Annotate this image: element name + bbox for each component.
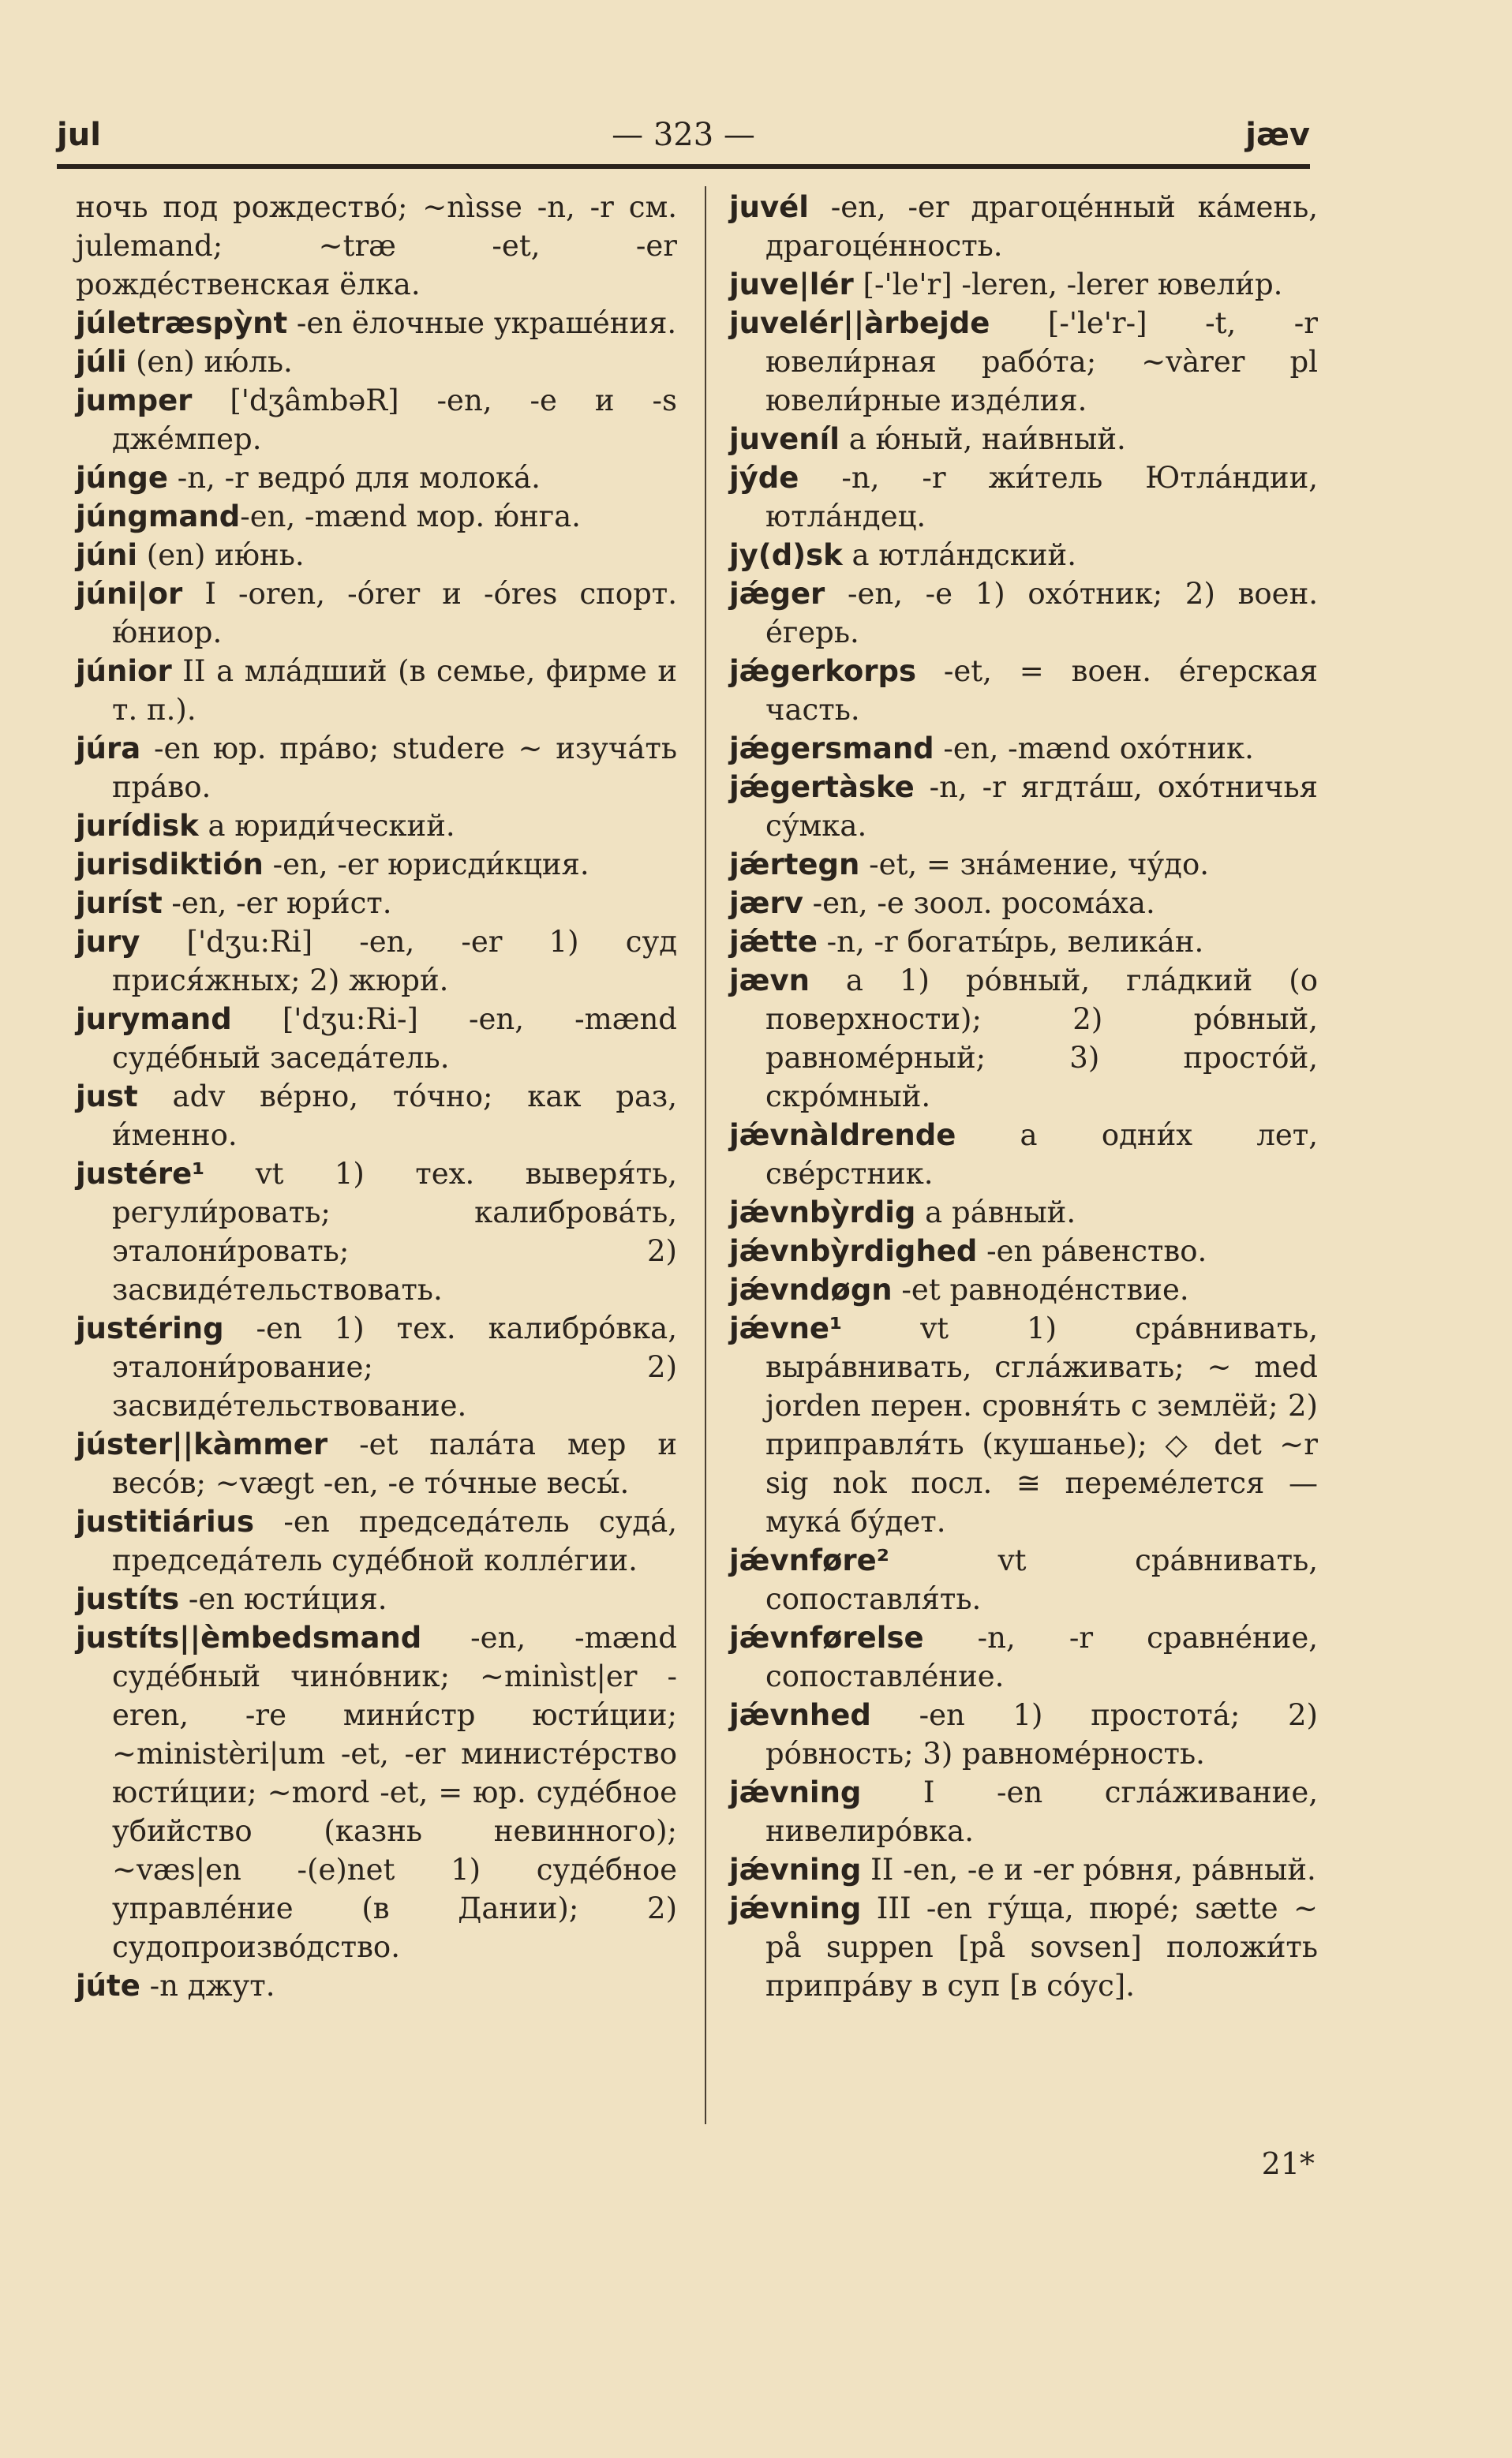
entry-definition: -en, -e зоол. росома́ха. [803,886,1155,920]
entry-definition: ночь под рождество́; ~nìsse -n, -r см. julemand; ~træ -et, -er рожде́ственская ёлка. [76,190,677,301]
entry-headword: jýde [729,461,799,495]
entry-definition: -et пала́та мер и весо́в; ~vægt -en, -e то́чные весы́. [112,1427,677,1500]
dictionary-entry [729,1541,1318,1618]
entry-headword: justíts [76,1582,180,1616]
entry-headword: jǽgersmand [729,731,934,765]
dictionary-entry [729,768,1318,845]
dictionary-entry [729,1618,1318,1696]
entry-definition: -et, = воен. е́герская часть. [765,654,1318,727]
dictionary-entry [76,1000,677,1077]
dictionary-entry [76,1154,677,1309]
entry-definition: [-'le'r] -leren, -lerer ювели́р. [853,267,1283,301]
entry-definition: I -oren, -órer и -óres спорт. ю́ниор. [112,577,677,649]
entry-definition: a ютла́ндский. [842,538,1076,572]
dictionary-entry [76,574,677,652]
entry-definition: -en ра́венство. [977,1234,1207,1268]
entry-definition: vt 1) тех. выверя́ть, регули́ровать; калиброва́ть, эталони́ровать; 2) засвиде́тельствовать. [112,1157,677,1307]
entry-headword: juvelér||àrbejde [729,306,990,340]
entry-definition: II -en, -e и -er ро́вня, ра́вный. [861,1853,1316,1887]
entry-definition: -en, -er драгоце́нный ка́мень, драгоце́нность. [765,190,1318,263]
entry-headword: jǽvning [729,1775,862,1809]
entry-definition: II a мла́дший (в семье, фирме и т. п.). [112,654,677,727]
dictionary-entry [76,1077,677,1154]
entry-headword: jǽgerkorps [729,654,917,688]
entry-headword: jǽvning [729,1853,862,1887]
entry-definition: -en ёлочные украше́ния. [287,306,677,340]
entry-definition: -n джут. [140,1969,275,2003]
dictionary-entry [76,884,677,922]
dictionary-entry [729,1773,1318,1850]
entry-headword: jurymand [76,1002,232,1036]
dictionary-entry [729,1270,1318,1309]
entry-definition: -en 1) тех. калибро́вка, эталони́рование; 2) засвиде́тельствование. [112,1311,677,1423]
dictionary-entry [76,1966,677,2005]
dictionary-entry [729,458,1318,536]
dictionary-entry [729,188,1318,265]
dictionary-entry [76,188,677,304]
entry-definition: adv ве́рно, то́чно; как раз, и́менно. [112,1079,677,1152]
dictionary-entry [76,536,677,574]
entry-definition: -n, -r ягдта́ш, охо́тничья су́мка. [765,770,1318,843]
dictionary-entry [76,304,677,342]
dictionary-entry [76,458,677,497]
entry-headword: justitiárius [76,1505,255,1539]
dictionary-entry [729,922,1318,961]
left-column [76,188,677,2005]
entry-definition: a 1) ро́вный, гла́дкий (о поверхности); 2) ро́вный, равноме́рный; 3) просто́й, скро́мный. [765,963,1318,1113]
dictionary-entry [76,729,677,806]
entry-definition: -n, -r сравне́ние, сопоставле́ние. [765,1621,1318,1693]
entry-headword: jǽvne¹ [729,1311,843,1345]
dictionary-entry [729,1889,1318,2005]
entry-headword: juvél [729,190,809,224]
signature-mark: 21* [1261,2146,1315,2181]
dictionary-entry [76,845,677,884]
entry-definition: -en, -er юрисди́кция. [263,847,589,881]
entry-definition: -en юр. пра́во; studere ~ изуча́ть пра́во. [112,731,677,804]
dictionary-entry [76,342,677,381]
page-number: — 323 — [612,117,755,153]
entry-definition: (en) ию́нь. [137,538,305,572]
entry-definition: a ра́вный. [915,1195,1076,1229]
dictionary-entry [729,304,1318,420]
dictionary-entry [729,536,1318,574]
entry-headword: jǽvning [729,1891,862,1925]
entry-definition: a одни́х лет, све́рстник. [765,1118,1318,1191]
entry-definition: vt 1) сра́внивать, выра́внивать, сгла́живать; ~ med jorden перен. сровня́ть с землёй; 2) приправля́ть (кушанье); ◇ det ~r sig nok посл. ≅ переме́лется — мука́ бу́дет. [765,1311,1318,1539]
entry-definition: -et равноде́нствие. [892,1273,1189,1307]
dictionary-entry [76,1580,677,1618]
entry-definition: (en) ию́ль. [126,345,293,379]
dictionary-entry [729,1193,1318,1232]
entry-headword: jurisdiktión [76,847,264,881]
entry-headword: jǽvnbỳrdighed [729,1234,978,1268]
entry-headword: júletræspỳnt [76,306,288,340]
entry-headword: júra [76,731,141,765]
dictionary-entry [76,922,677,1000]
entry-headword: juríst [76,886,163,920]
entry-definition: -et, = зна́мение, чу́до. [859,847,1209,881]
left-guide-word: jul [57,117,101,153]
entry-headword: jǽvnàldrende [729,1118,956,1152]
dictionary-entry [729,1309,1318,1541]
entry-headword: júnior [76,654,172,688]
entry-headword: justíts||èmbedsmand [76,1621,422,1655]
entry-headword: jǽvnføre² [729,1543,889,1577]
dictionary-entry [76,1309,677,1425]
dictionary-entry [729,1850,1318,1889]
entry-definition: -en, -mænd суде́бный чино́вник; ~minìst|er -eren, -re мини́стр юсти́ции; ~ministèri|um -et, -er министе́рство юсти́ции; ~mord -et, = юр. суде́бное убийство (казнь невинного); ~væs|en -(e)net 1) суде́бное управле́ние (в Дании); 2) судопроизво́дство. [112,1621,677,1964]
right-guide-word: jæv [1245,117,1310,153]
column-divider [705,186,706,2124]
dictionary-entry [76,806,677,845]
entry-definition: III -en гу́ща, пюре́; sætte ~ på suppen [på sovsen] положи́ть припра́ву в суп [в со́ус]. [765,1891,1318,2003]
entry-definition: ['dʒâmbəR] -en, -e и -s дже́мпер. [112,383,677,456]
entry-headword: júni|or [76,577,183,611]
entry-headword: jurídisk [76,809,199,843]
entry-definition: a ю́ный, наи́вный. [839,422,1126,456]
entry-headword: jǽrtegn [729,847,860,881]
entry-headword: jury [76,925,140,959]
entry-headword: juve|lér [729,267,854,301]
dictionary-entry [729,420,1318,458]
entry-headword: just [76,1079,138,1113]
entry-headword: jǽvndøgn [729,1273,893,1307]
dictionary-entry [729,1696,1318,1773]
entry-headword: jǽvnførelse [729,1621,924,1655]
entry-headword: jumper [76,383,193,417]
dictionary-entry [729,884,1318,922]
entry-headword: júte [76,1969,140,2003]
dictionary-entry [76,1618,677,1966]
entry-headword: jǽvnhed [729,1698,871,1732]
entry-definition: -en, -mænd мор. ю́нга. [240,499,581,533]
entry-headword: juveníl [729,422,840,456]
entry-definition: -en, -er юри́ст. [162,886,392,920]
entry-definition: [-'le'r-] -t, -r ювели́рная рабо́та; ~vàrer pl ювели́рные изде́лия. [765,306,1318,417]
dictionary-entry [729,961,1318,1116]
entry-headword: júli [76,345,127,379]
entry-headword: justéring [76,1311,224,1345]
entry-definition: -en 1) простота́; 2) ро́вность; 3) равноме́рность. [765,1698,1318,1771]
entry-headword: júster||kàmmer [76,1427,328,1461]
entry-definition: -n, -r богаты́рь, велика́н. [817,925,1204,959]
entry-definition: a юриди́ческий. [198,809,455,843]
entry-definition: -en председа́тель суда́, председа́тель суде́бной колле́гии. [112,1505,677,1577]
entry-headword: júni [76,538,138,572]
entry-headword: jǽgertàske [729,770,915,804]
entry-headword: júnge [76,461,168,495]
dictionary-entry [729,265,1318,304]
entry-definition: -en, -e 1) охо́тник; 2) воен. е́герь. [765,577,1318,649]
entry-definition: vt сра́внивать, сопоставля́ть. [765,1543,1318,1616]
entry-definition: -en юсти́ция. [179,1582,387,1616]
right-column [729,188,1318,2005]
dictionary-entry [729,1232,1318,1270]
dictionary-entry [76,1425,677,1502]
entry-headword: jærv [729,886,803,920]
dictionary-entry [76,1502,677,1580]
entry-headword: jǽvnbỳrdig [729,1195,916,1229]
dictionary-entry [76,497,677,536]
dictionary-entry [729,729,1318,768]
entry-definition: -en, -mænd охо́тник. [934,731,1254,765]
page-header [57,117,1310,166]
entry-headword: jǽger [729,577,825,611]
entry-headword: jy(d)sk [729,538,843,572]
entry-definition: -n, -r ведро́ для молока́. [167,461,541,495]
dictionary-entry [729,574,1318,652]
entry-headword: jævn [729,963,810,997]
dictionary-entry [76,381,677,458]
header-rule [57,164,1310,169]
entry-definition: ['dʒu:Ri-] -en, -mænd суде́бный заседа́тель. [112,1002,677,1075]
entry-headword: justére¹ [76,1157,205,1191]
entry-headword: jǽtte [729,925,818,959]
dictionary-entry [76,652,677,729]
dictionary-entry [729,845,1318,884]
entry-definition: I -en сгла́живание, нивелиро́вка. [765,1775,1318,1848]
dictionary-entry [729,652,1318,729]
dictionary-entry [729,1116,1318,1193]
entry-headword: júngmand [76,499,241,533]
entry-definition: ['dʒu:Ri] -en, -er 1) суд прися́жных; 2) жюри́. [112,925,677,997]
entry-definition: -n, -r жи́тель Ютла́ндии, ютла́ндец. [765,461,1318,533]
